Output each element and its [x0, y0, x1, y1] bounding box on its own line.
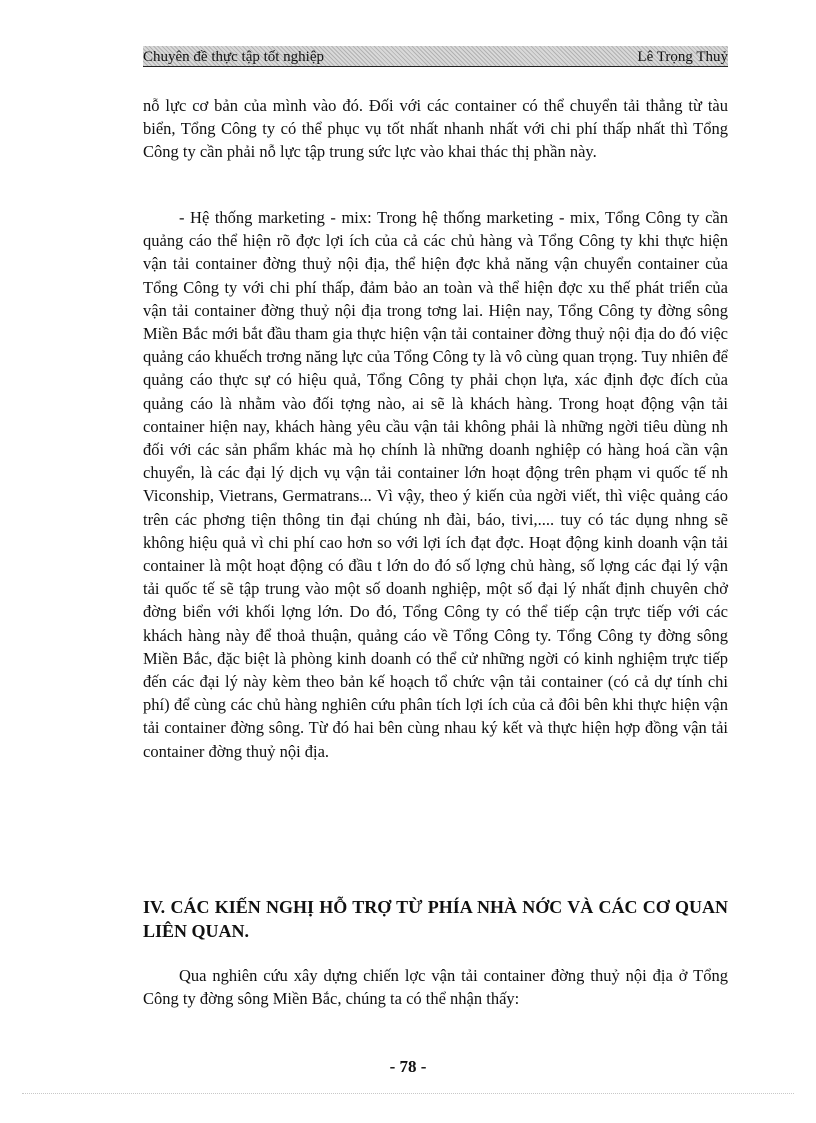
header-title: Chuyên đề thực tập tốt nghiệp	[143, 49, 325, 65]
header-author: Lê Trọng Thuỷ	[637, 49, 728, 65]
footer-divider	[22, 1093, 794, 1094]
paragraph-closing: Qua nghiên cứu xây dựng chiến lợc vận tải container đờng thuỷ nội địa ở Tổng Công ty đờng sông Miền Bắc, chúng ta có thể nhận thấy:	[143, 966, 728, 1009]
paragraph-marketing-mix: - Hệ thống marketing - mix: Trong hệ thống marketing - mix, Tổng Công ty cần quảng cáo thể hiện rõ đợc lợi ích của cả các chủ hàng và Tổng Công ty khi thực hiện vận tải container đờng thuỷ nội địa, thể hiện đợc khả năng vận chuyển container của Tổng Công ty với chi phí thấp, đảm bảo an toàn và thể hiện đợc xu thế phát triển của vận tải container đờng thuỷ nội địa trong tơng lai. Hiện nay, Tổng Công ty đờng sông Miền Bắc mới bắt đầu tham gia thực hiện vận tải container đờng thuỷ nội địa do đó việc quảng cáo khuếch trơng năng lực của Tổng Công ty là vô cùng quan trọng. Tuy nhiên để quảng cáo thực sự có hiệu quả, Tổng Công ty phải chọn lựa, xác định đợc đích của quảng cáo là nhằm vào đối tợng nào, ai sẽ là khách hàng. Trong hoạt động vận tải container hiện nay, khách hàng yêu cầu vận tải không phải là những ngời tiêu dùng nh đối với các sản phẩm khác mà họ chính là những doanh nghiệp có hàng hoá cần vận chuyển, là các đại lý dịch vụ vận tải container lớn hoạt động trên phạm vi quốc tế nh Viconship, Vietrans, Germatrans... Vì vậy, theo ý kiến của ngời viết, thì việc quảng cáo trên các phơng tiện thông tin đại chúng nh đài, báo, tivi,.... tuy có tác dụng nhng sẽ không hiệu quả vì chi phí cao hơn so với lợi ích đạt đợc. Hoạt động kinh doanh vận tải container là một hoạt động có đầu t lớn do đó số lợng chủ hàng, số lợng các đại lý vận tải quốc tế sẽ tập trung vào một số doanh nghiệp, một số đại lý nhất định chuyên chở đờng biển với khối lợng lớn. Do đó, Tổng Công ty có thể tiếp cận trực tiếp với các khách hàng này để thoả thuận, quảng cáo về Tổng Công ty. Tổng Công ty đờng sông Miền Bắc, đặc biệt là phòng kinh doanh có thể cử những ngời có kinh nghiệm trực tiếp đến các đại lý này kèm theo bản kế hoạch tổ chức vận tải container (có cả dự tính chi phí) để cùng các chủ hàng nghiên cứu phân tích lợi ích của cả đôi bên khi thực hiện vận tải container đờng sông. Từ đó hai bên cùng nhau ký kết và thực hiện hợp đồng vận tải container đờng thuỷ nội địa.	[143, 208, 728, 761]
paragraph-1: nỗ lực cơ bản của mình vào đó. Đối với các container có thể chuyển tải thẳng từ tàu biển, Tổng Công ty có thể phục vụ tốt nhất nhanh nhất với chi phí thấp nhất thì Tổng Công ty cần phải nỗ lực tập trung sức lực vào khai thác thị phần này.	[143, 96, 728, 162]
running-header	[143, 46, 728, 67]
section-heading: IV. CÁC KIẾN NGHỊ HỖ TRỢ TỪ PHÍA NHÀ NỚC VÀ CÁC CƠ QUAN LIÊN QUAN.	[143, 897, 728, 941]
page-number: - 78 -	[389, 1057, 427, 1076]
